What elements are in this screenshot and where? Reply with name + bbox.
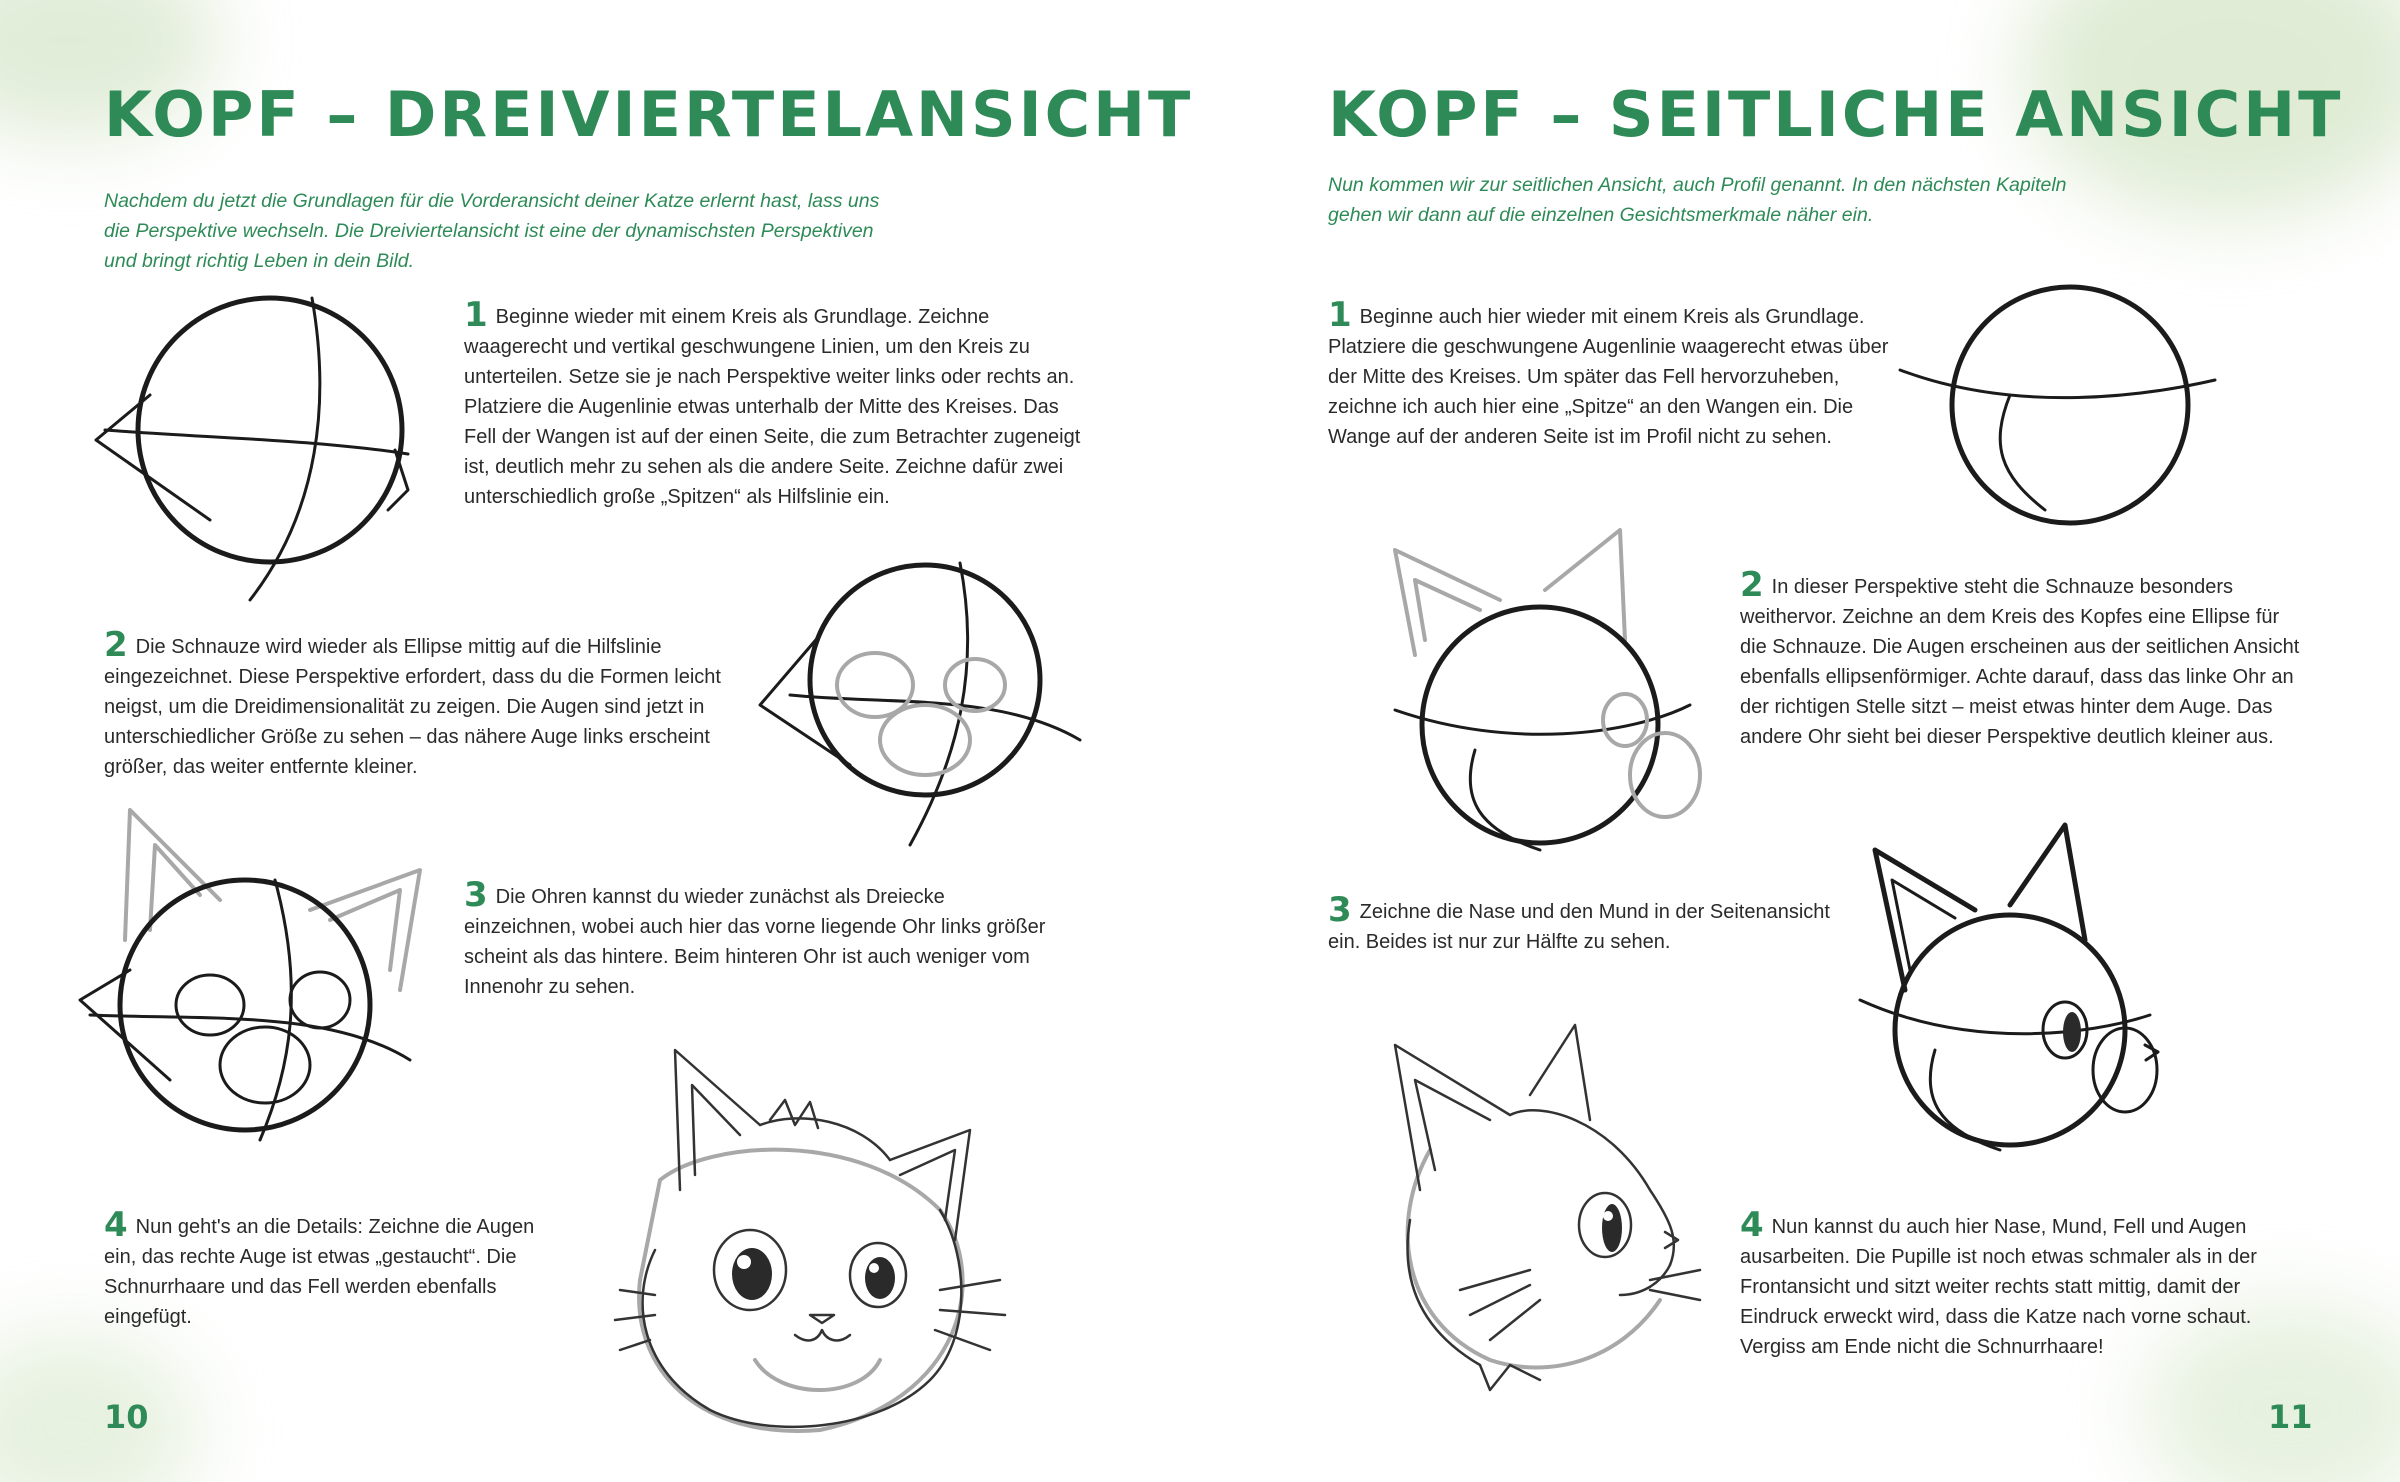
step-number: 2 <box>1740 565 1764 605</box>
step-number: 1 <box>1328 295 1352 335</box>
page-title: KOPF – DREIVIERTELANSICHT <box>104 78 1194 151</box>
step-text: Beginne wieder mit einem Kreis als Grundlage. Zeichne waagerecht und vertikal geschwungene Linien, um den Kreis zu unterteilen. Setze sie je nach Perspektive weiter links oder rechts an. Platziere die Augenlinie etwas unterhalb der Mitte des Kreises. Das Fell der Wangen ist auf der einen Seite, die zum Betrachter zugeneigt ist, deutlich mehr zu sehen als die andere Seite. Zeichne dafür zwei unterschiedlich große „Spitzen“ als Hilfslinie ein. <box>464 306 1081 508</box>
watercolor-wash <box>0 1330 200 1482</box>
sketch-step-4 <box>1380 1020 1710 1420</box>
step-4 <box>104 1205 544 1332</box>
step-number: 2 <box>104 625 128 665</box>
step-number: 4 <box>1740 1205 1764 1245</box>
intro-text: Nun kommen wir zur seitlichen Ansicht, auch Profil genannt. In den nächsten Kapiteln gehen wir dann auf die einzelnen Gesichtsmerkmale näher ein. <box>1328 174 2067 226</box>
step-number: 1 <box>464 295 488 335</box>
right-page <box>1200 0 2400 1482</box>
step-text: Nun geht's an die Details: Zeichne die Augen ein, das rechte Auge ist etwas „gestaucht“. Die Schnurrhaare und das Fell werden ebenfalls eingefügt. <box>104 1216 535 1328</box>
step-2 <box>104 625 744 782</box>
intro-text: Nachdem du jetzt die Grundlagen für die Vorderansicht deiner Katze erlernt hast, lass uns die Perspektive wechseln. Die Dreiviertelansicht ist eine der dynamischsten Perspektiven und bringt richtig Leben in dein Bild. <box>104 190 880 272</box>
step-number: 3 <box>464 875 488 915</box>
step-text: Zeichne die Nase und den Mund in der Seitenansicht ein. Beides ist nur zur Hälfte zu sehen. <box>1328 901 1830 953</box>
step-3 <box>1328 890 1848 957</box>
sketch-step-3 <box>70 790 430 1150</box>
sketch-step-4 <box>560 1040 1030 1450</box>
step-number: 4 <box>104 1205 128 1245</box>
step-2 <box>1740 565 2300 752</box>
step-4 <box>1740 1205 2300 1362</box>
sketch-step-2 <box>750 555 1090 855</box>
step-text: Die Ohren kannst du wieder zunächst als Dreiecke einzeichnen, wobei auch hier das vorne liegende Ohr links größer scheint als das hintere. Beim hinteren Ohr ist auch weniger vom Innenohr zu sehen. <box>464 886 1046 998</box>
sketch-step-3 <box>1850 820 2180 1160</box>
step-text: Beginne auch hier wieder mit einem Kreis als Grundlage. Platziere die geschwungene Augenlinie waagerecht etwas über der Mitte des Kreises. Um später das Fell hervorzuheben, zeichne ich auch hier eine „Spitze“ an den Wangen ein. Die Wange auf der anderen Seite ist im Profil nicht zu sehen. <box>1328 306 1889 448</box>
sketch-step-1 <box>90 290 420 620</box>
sketch-step-1 <box>1900 275 2230 555</box>
step-1 <box>464 295 1084 512</box>
sketch-step-2 <box>1390 520 1730 870</box>
page-title: KOPF – SEITLICHE ANSICHT <box>1328 78 2344 151</box>
page-number: 10 <box>104 1398 149 1436</box>
step-text: Nun kannst du auch hier Nase, Mund, Fell und Augen ausarbeiten. Die Pupille ist noch etwas schmaler als in der Frontansicht und sitzt weiter rechts statt mittig, damit der Eindruck erweckt wird, dass die Katze nach vorne schaut. Vergiss am Ende nicht die Schnurrhaare! <box>1740 1216 2257 1358</box>
step-3 <box>464 875 1054 1002</box>
step-1 <box>1328 295 1898 452</box>
step-number: 3 <box>1328 890 1352 930</box>
step-text: In dieser Perspektive steht die Schnauze besonders weithervor. Zeichne an dem Kreis des Kopfes eine Ellipse für die Schnauze. Die Augen erscheinen aus der seitlichen Ansicht ebenfalls ellipsenförmiger. Achte darauf, dass das linke Ohr an der richtigen Stelle sitzt – meist etwas hinter dem Auge. Das andere Ohr sieht bei dieser Perspektive deutlich kleiner aus. <box>1740 576 2300 748</box>
step-text: Die Schnauze wird wieder als Ellipse mittig auf die Hilfslinie eingezeichnet. Diese Perspektive erfordert, dass du die Formen leicht neigst, um die Dreidimensionalität zu zeigen. Die Augen sind jetzt in unterschiedlicher Größe zu sehen – das nähere Auge links erscheint größer, das weiter entfernte kleiner. <box>104 636 721 778</box>
page-number: 11 <box>2268 1398 2313 1436</box>
